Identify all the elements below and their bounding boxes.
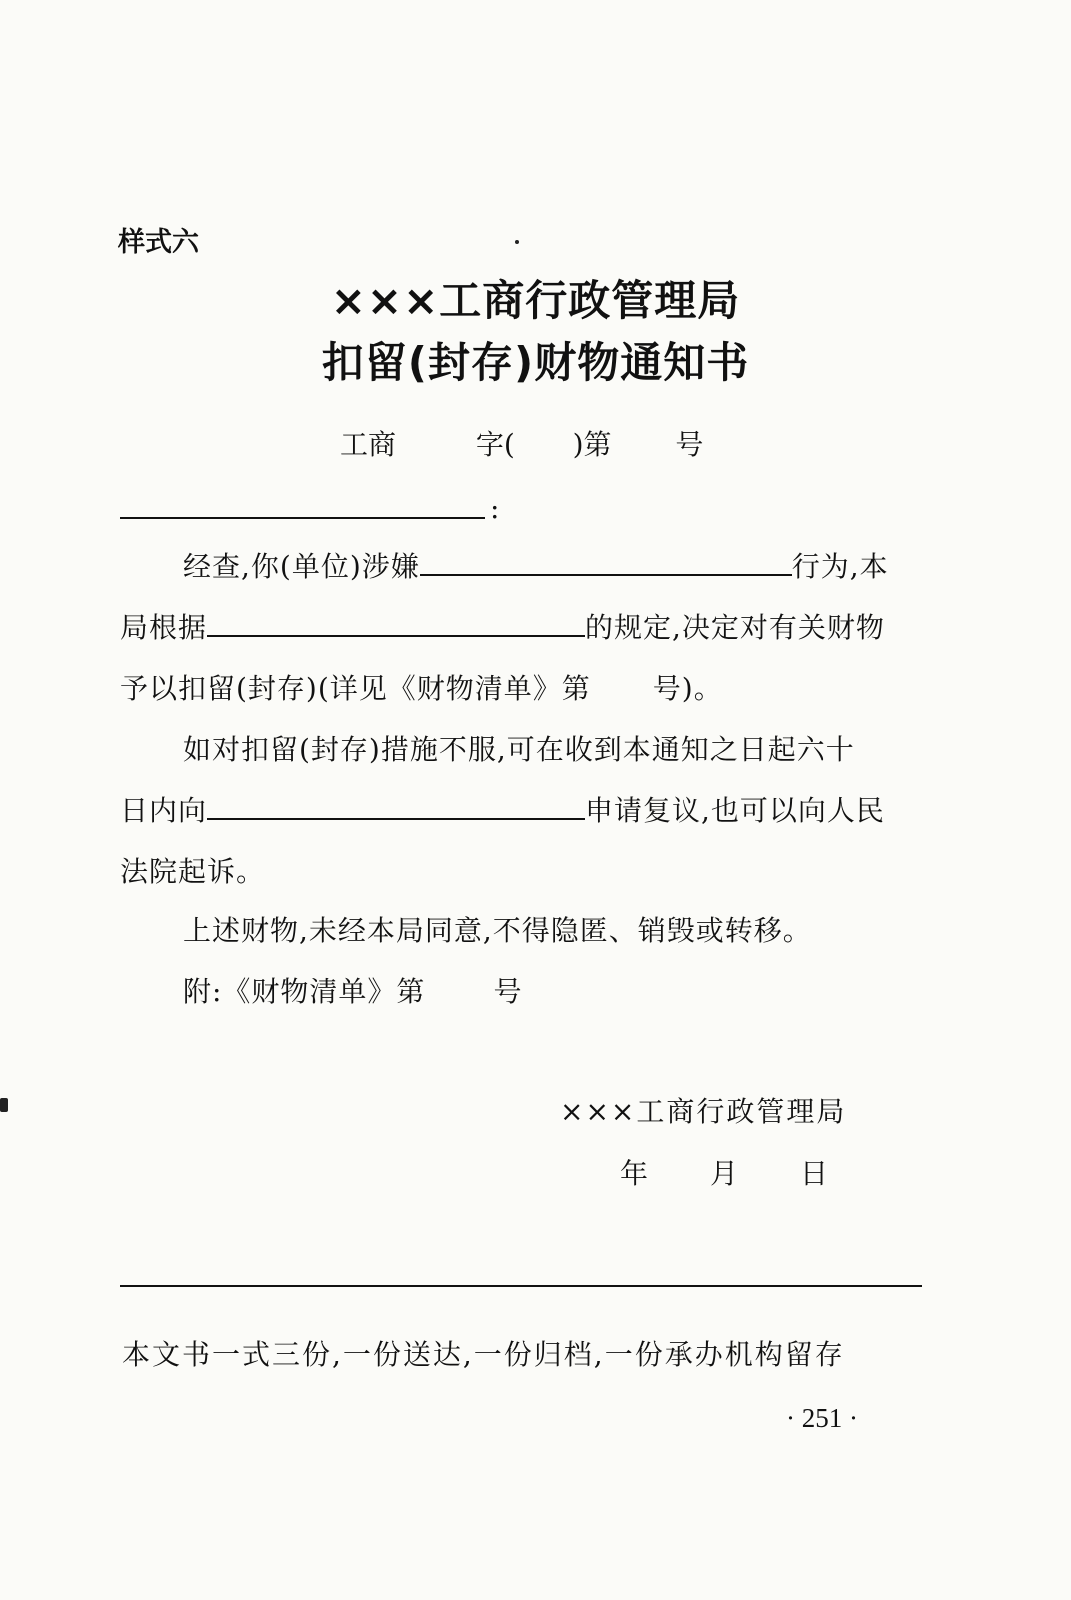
recipient-colon: :: [490, 492, 500, 525]
p3-text-end: 号)。: [652, 672, 723, 705]
date-year: 年: [620, 1157, 649, 1190]
scan-speck: [0, 1098, 8, 1112]
attachment-text-end: 号: [493, 975, 523, 1008]
reference-di: )第: [572, 428, 612, 461]
reference-prefix: 工商: [340, 428, 397, 461]
recipient-blank[interactable]: [120, 517, 485, 519]
p2-text-start: 局根据: [120, 611, 208, 644]
issuing-authority-title: ×××工商行政管理局: [330, 276, 741, 325]
p2-text-end: 的规定,决定对有关财物: [585, 611, 885, 644]
paragraph-review-agency: [120, 789, 885, 829]
paragraph-detain-items: [120, 667, 723, 707]
scan-speck: [515, 240, 519, 244]
reference-number-line: [340, 423, 703, 463]
paragraph-property-warning: 上述财物,未经本局同意,不得隐匿、销毁或转移。: [183, 914, 812, 947]
form-style-label: 样式六: [118, 227, 199, 258]
signature-date: [620, 1152, 828, 1192]
p5-text-end: 申请复议,也可以向人民: [585, 794, 885, 827]
p5-text-start: 日内向: [120, 794, 208, 827]
paragraph-suspected-violation: [183, 545, 889, 585]
paragraph-legal-basis: [120, 606, 885, 646]
violation-blank[interactable]: [420, 573, 792, 576]
reference-zi: 字(: [475, 428, 515, 461]
legal-basis-blank[interactable]: [207, 634, 585, 637]
footer-copies-note: 本文书一式三份,一份送达,一份归档,一份承办机构留存: [122, 1338, 845, 1371]
p3-text-start: 予以扣留(封存)(详见《财物清单》第: [120, 672, 591, 705]
paragraph-court-lawsuit: 法院起诉。: [120, 855, 266, 888]
p1-text-end: 行为,本: [791, 550, 889, 583]
review-agency-blank[interactable]: [207, 817, 585, 820]
signature-issuer: ×××工商行政管理局: [560, 1095, 847, 1128]
p1-text-start: 经查,你(单位)涉嫌: [183, 550, 420, 583]
date-month: 月: [710, 1157, 739, 1190]
reference-hao: 号: [675, 428, 704, 461]
footer-divider: [120, 1285, 922, 1287]
page-number: · 251 ·: [786, 1403, 858, 1433]
document-title: 扣留(封存)财物通知书: [321, 338, 750, 387]
attachment-text-start: 附:《财物清单》第: [183, 975, 426, 1008]
date-day: 日: [800, 1157, 829, 1190]
paragraph-appeal-right: 如对扣留(封存)措施不服,可在收到本通知之日起六十: [183, 733, 855, 766]
attachment-line: [183, 970, 522, 1010]
